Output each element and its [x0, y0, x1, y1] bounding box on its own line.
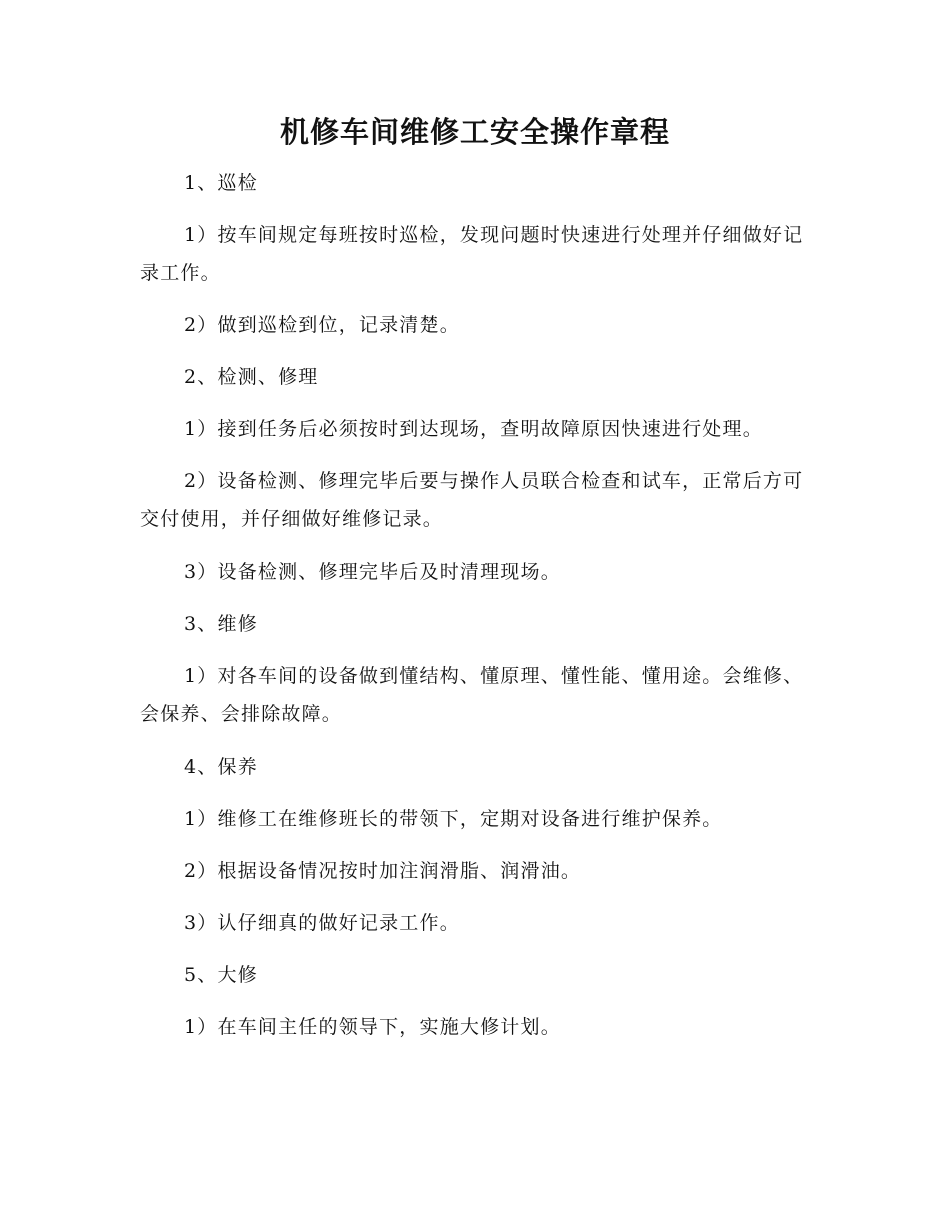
paragraph-overhaul-1: 1）在车间主任的领导下，实施大修计划。: [184, 1016, 561, 1038]
paragraph-testing-3: 3）设备检测、修理完毕后及时清理现场。: [184, 561, 561, 583]
paragraph-inspection-1: 1）按车间规定每班按时巡检，发现问题时快速进行处理并仔细做好记录工作。: [140, 224, 804, 284]
document-title: 机修车间维修工安全操作章程: [279, 115, 670, 149]
section-heading-inspection: 1、巡检: [184, 172, 258, 194]
paragraph-testing-1: 1）接到任务后必须按时到达现场，查明故障原因快速进行处理。: [184, 418, 763, 440]
paragraph-inspection-2: 2）做到巡检到位，记录清楚。: [184, 314, 460, 336]
paragraph-maintenance-1: 1）对各车间的设备做到懂结构、懂原理、懂性能、懂用途。会维修、会保养、会排除故障。: [140, 665, 804, 725]
paragraph-upkeep-1: 1）维修工在维修班长的带领下，定期对设备进行维护保养。: [184, 808, 723, 830]
paragraph-testing-2: 2）设备检测、修理完毕后要与操作人员联合检查和试车，正常后方可交付使用，并仔细做好维修记录。: [140, 470, 804, 530]
section-heading-overhaul: 5、大修: [184, 964, 258, 986]
paragraph-upkeep-3: 3）认仔细真的做好记录工作。: [184, 912, 460, 934]
paragraph-upkeep-2: 2）根据设备情况按时加注润滑脂、润滑油。: [184, 860, 582, 882]
section-heading-upkeep: 4、保养: [184, 756, 258, 778]
section-heading-testing-repair: 2、检测、修理: [184, 366, 319, 388]
section-heading-maintenance: 3、维修: [184, 613, 258, 635]
